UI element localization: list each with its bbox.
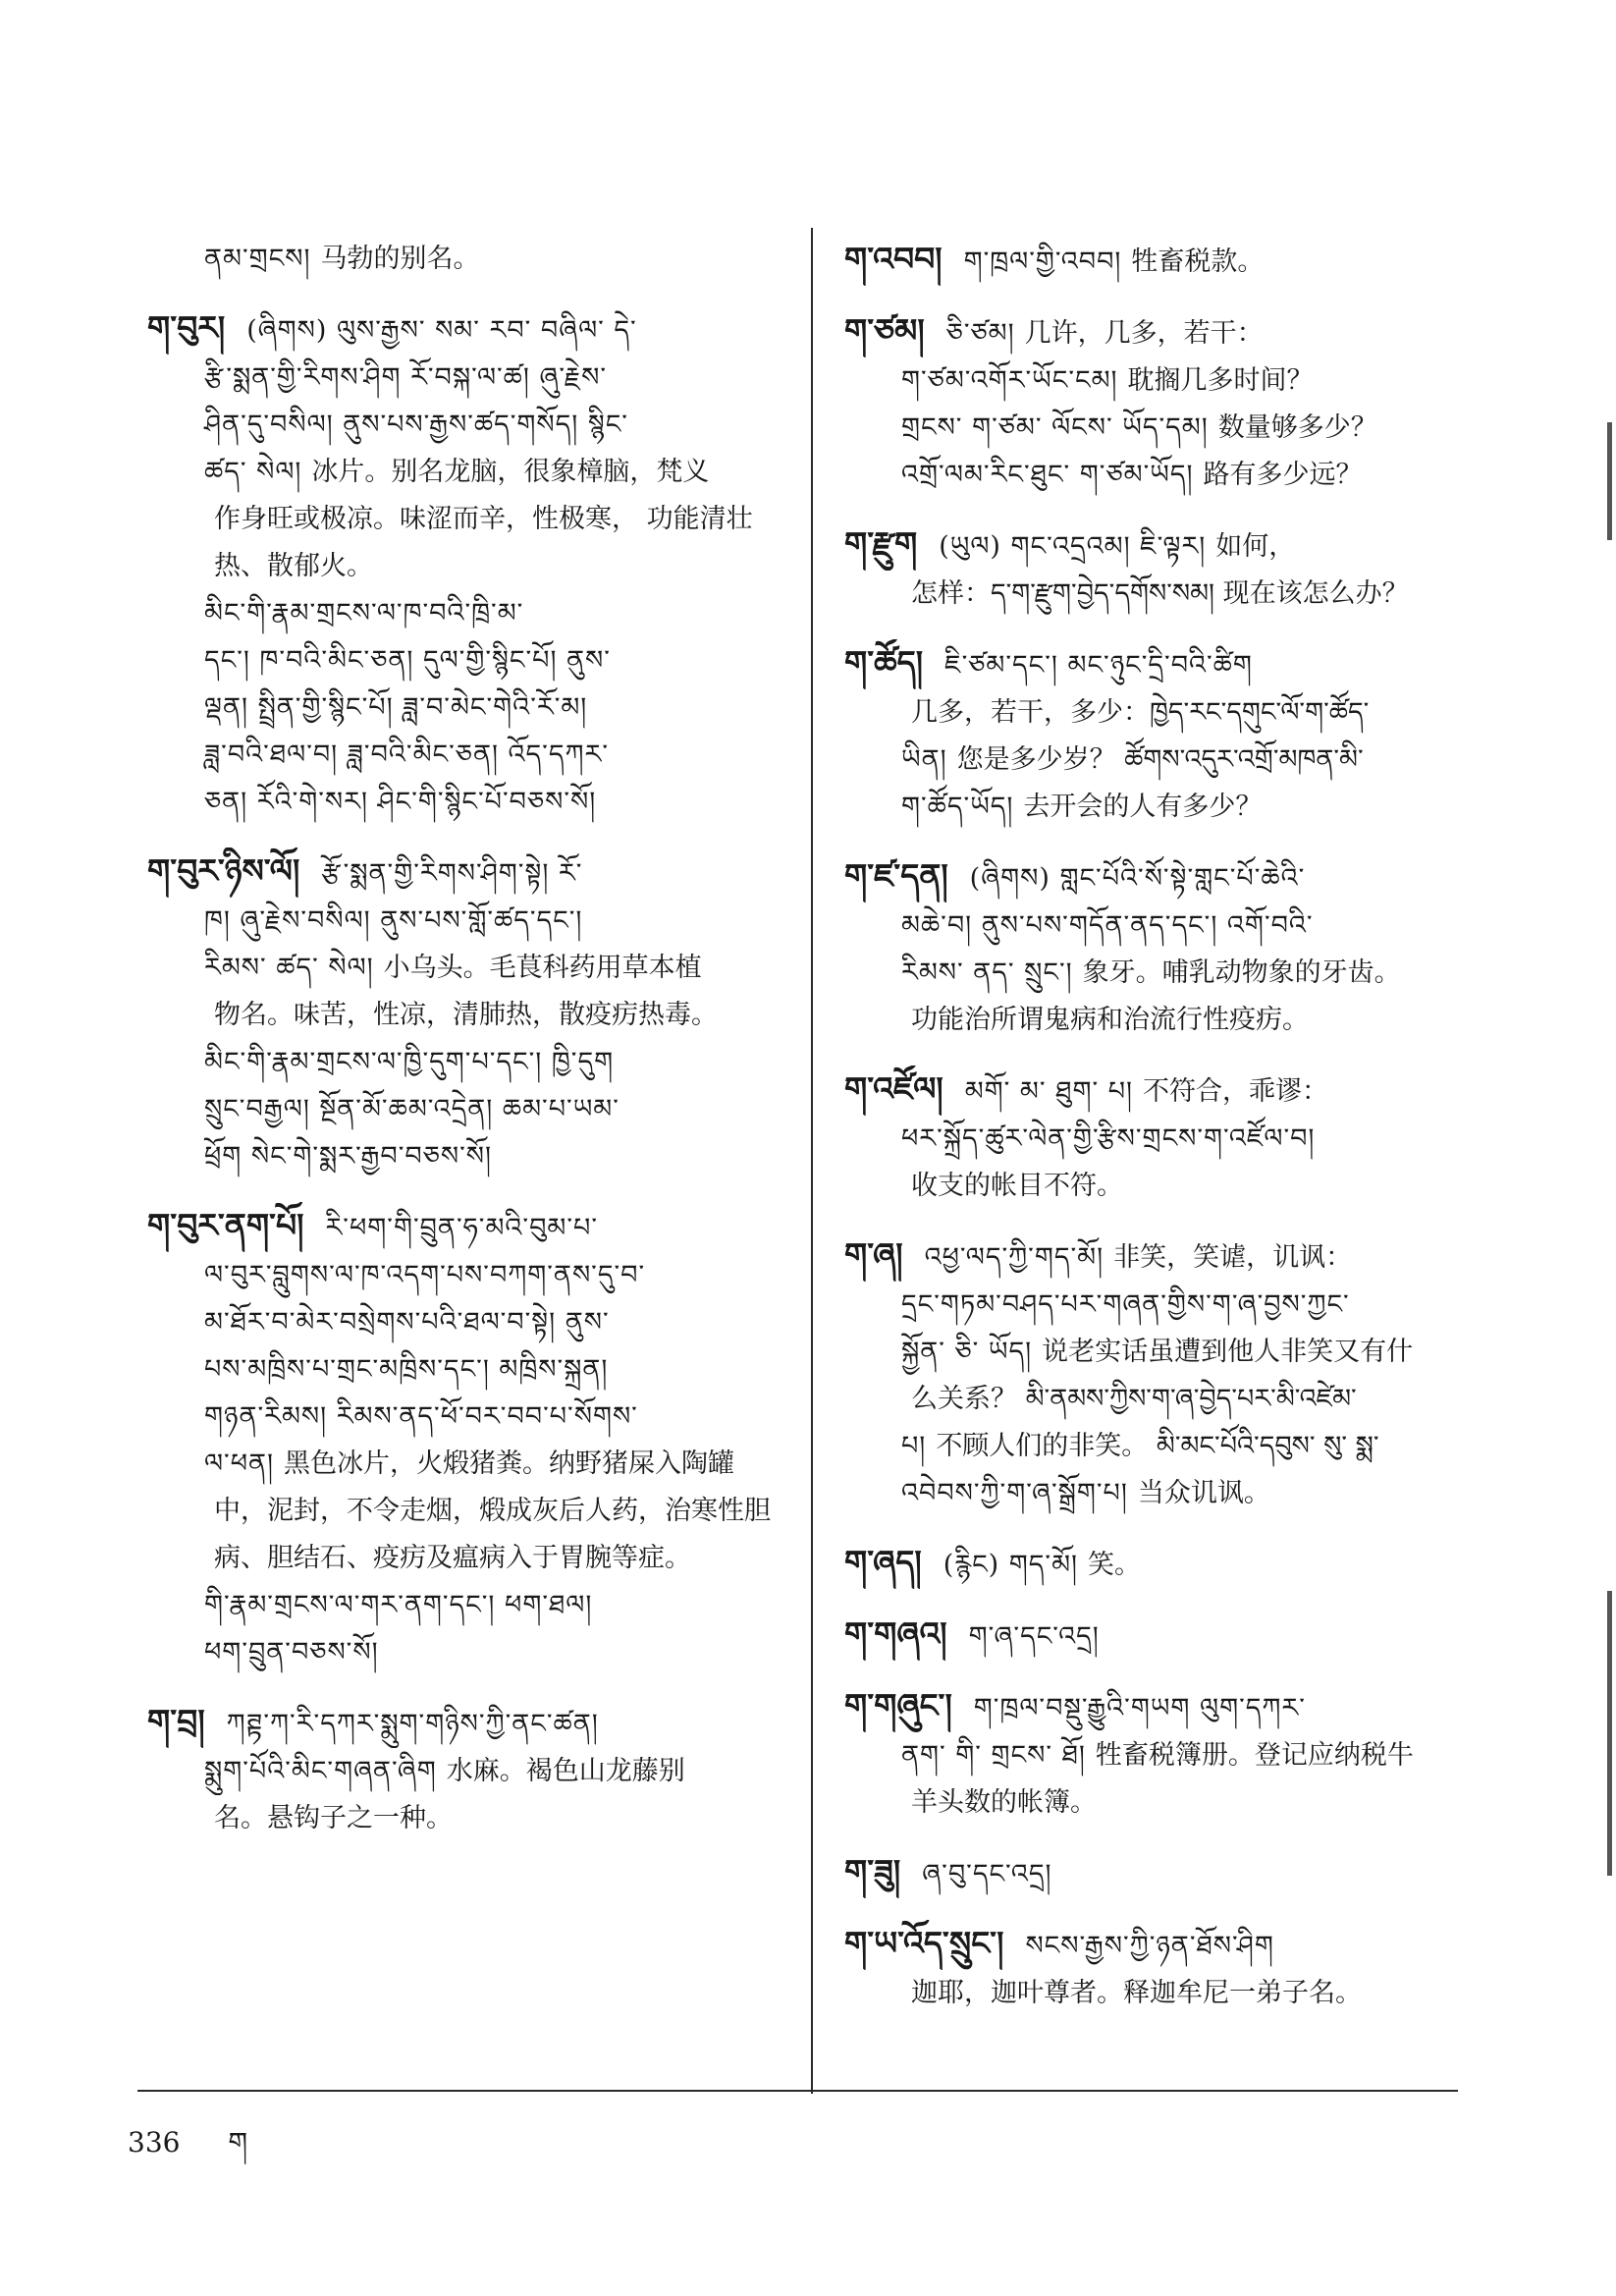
chinese-definition: 耽搁几多时间？ — [1127, 365, 1314, 396]
entry-line — [844, 639, 1473, 689]
headword: ག་འཛོལ། — [844, 1069, 943, 1108]
tibetan-text: འབེབས་ཀྱི་ག་ཞ་སྒྲོག་པ། — [901, 1478, 1128, 1508]
headword: ག་ཛ་དན། — [844, 856, 948, 895]
dictionary-entry — [844, 1611, 1473, 1661]
chinese-definition: 非笑，笑谑，讥讽： — [1113, 1242, 1353, 1273]
entry-line — [147, 1394, 795, 1441]
entry-line — [147, 779, 795, 826]
tibetan-text: (ཞིགས) ལུས་རྒྱས་ སམ་ རབ་ བཞིལ་ དེ་ — [246, 315, 637, 346]
tibetan-text: ཀཊྟ་ཀ་རི་དཀར་སྨུག་གཉིས་ཀྱི་ནང་ཚན། — [226, 1709, 599, 1739]
chinese-definition: 怎样：ད་ག་རྫུག་བྱེད་དགོས་སམ། 现在该怎么办？ — [911, 578, 1409, 609]
entry-line — [844, 902, 1473, 950]
entry-line — [844, 784, 1473, 831]
chinese-definition: 功能治所谓鬼病和治流行性疫疠。 — [911, 1005, 1309, 1035]
chinese-definition: 收支的帐目不符。 — [911, 1171, 1123, 1201]
right-column — [844, 236, 1473, 2031]
dictionary-entry — [844, 639, 1473, 831]
chinese-definition: 迦耶，迦叶尊者。释迦牟尼一弟子名。 — [911, 1978, 1362, 2008]
chinese-definition: 不符合，乖谬： — [1143, 1076, 1329, 1107]
entry-line — [147, 543, 795, 590]
tibetan-text: ལྡན། སྤྲིན་གྱི་སྙིང་པོ། ཟླ་བ་མེང་གེའི་རོ་མ། — [204, 692, 588, 723]
chinese-definition: 数量够多少？ — [1217, 412, 1377, 443]
chinese-definition: 几多，若干，多少：ཁྱེད་རང་དགུང་ལོ་ག་ཚོད་ — [911, 697, 1370, 728]
entry-line — [844, 1682, 1473, 1732]
tibetan-text: གི་རྣམ་གྲངས་ལ་གར་ནག་དང་། ཕག་ཐལ། — [204, 1590, 593, 1620]
chinese-definition: 马勃的别名。 — [320, 244, 480, 274]
tibetan-text: (རྙིང) གད་མོ། — [943, 1550, 1079, 1580]
entry-line — [844, 1732, 1473, 1779]
edge-mark — [1607, 422, 1612, 540]
tibetan-text: ལ་ཕན། — [204, 1449, 275, 1479]
dictionary-entry — [844, 1920, 1473, 2017]
dictionary-entry — [147, 304, 795, 826]
entry-line — [844, 950, 1473, 997]
entry-line — [147, 637, 795, 684]
tibetan-text: ཡིན། — [901, 744, 947, 775]
chinese-definition: 象牙。哺乳动物象的牙齿。 — [1082, 957, 1401, 988]
entry-line — [844, 1423, 1473, 1470]
chinese-definition: 不顾人们的非笑。 མི་མང་པོའི་དབུས་ སུ་ སྨ་ — [936, 1431, 1379, 1461]
entry-line — [844, 1848, 1473, 1898]
entry-line — [844, 1970, 1473, 2017]
dictionary-entry — [844, 1848, 1473, 1898]
entry-line — [844, 1470, 1473, 1517]
entry-line — [147, 1748, 795, 1795]
tibetan-text: ཞ་བུ་དང་འདྲ། — [922, 1859, 1052, 1889]
tibetan-text: དྲང་གཏམ་བཤད་པར་གཞན་གྱིས་ག་ཞ་བྱས་ཀྱང་ — [901, 1289, 1350, 1320]
tibetan-text: སངས་རྒྱས་ཀྱི་ཉན་ཐོས་ཤིག — [1025, 1931, 1274, 1961]
tibetan-text: གཉན་རིམས། རིམས་ནད་ཕོ་བར་བབ་པ་སོགས་ — [204, 1401, 638, 1432]
entry-line — [147, 1086, 795, 1133]
tibetan-text: འགྲོ་ལམ་རིང་ཐུང་ ག་ཙམ་ཡོད། — [901, 460, 1194, 490]
entry-line — [147, 1346, 795, 1394]
entry-line — [147, 847, 795, 898]
tibetan-text: རི་ཕག་གི་བྲུན་ཧ་མའི་བུམ་པ་ — [325, 1213, 598, 1243]
chinese-definition: 说老实话虽遭到他人非笑又有什 — [1042, 1337, 1414, 1367]
entry-line — [844, 1163, 1473, 1210]
entry-line — [844, 689, 1473, 737]
tibetan-text: ཅི་ཙམ། — [945, 318, 1015, 349]
page-number: 336 — [128, 2126, 181, 2159]
entry-line — [147, 1299, 795, 1346]
tibetan-text: ཕག་བྲུན་བཅས་སོ། — [204, 1637, 379, 1667]
tibetan-text: ག་ཙམ་འགོར་ཡོང་ངམ། — [901, 365, 1118, 396]
chinese-definition: 病、胆结石、疫疠及瘟病入于胃腕等症。 — [214, 1543, 691, 1573]
chinese-definition: 黑色冰片，火煅猪粪。纳野猪屎入陶罐 — [284, 1449, 735, 1479]
chinese-definition: 名。悬钩子之一种。 — [214, 1803, 453, 1833]
tibetan-text: མ་ཐོར་བ་མེར་བསྲེགས་པའི་ཐལ་བ་སྟེ། ནུས་ — [204, 1307, 610, 1338]
headword: ག་འབབ། — [844, 240, 943, 278]
tibetan-text: ཁ། ཞུ་རྗེས་བསིལ། ནུས་པས་གློ་ཚད་དང་། — [204, 905, 583, 936]
tibetan-text: ཚད་ སེལ། — [204, 457, 302, 487]
entry-line — [147, 945, 795, 992]
chinese-definition: 当众讥讽。 — [1137, 1478, 1270, 1508]
entry-line — [147, 1629, 795, 1676]
dictionary-entry — [844, 1231, 1473, 1517]
tibetan-text: ཕྲོག སེང་གེ་སྨར་རྒྱབ་བཅས་སོ། — [204, 1141, 492, 1172]
chinese-definition: 小乌头。毛茛科药用草本植 — [383, 953, 702, 983]
left-column — [147, 236, 795, 2031]
chinese-definition: 作身旺或极凉。味涩而辛，性极寒， 功能清壮 — [214, 504, 753, 534]
tibetan-text: ནམ་གྲངས། — [204, 244, 311, 274]
entry-line — [844, 1282, 1473, 1329]
chinese-definition: 去开会的人有多少？ — [1023, 792, 1263, 822]
entry-line — [844, 571, 1473, 618]
entry-line — [844, 1779, 1473, 1827]
entry-line — [147, 236, 795, 283]
footer-rule — [137, 2090, 1458, 2092]
entry-line — [147, 1488, 795, 1535]
tibetan-text: དང་། ཁ་བའི་མིང་ཅན། དུལ་གྱི་སྙིང་པོ། ནུས་ — [204, 645, 611, 676]
page-footer — [128, 2111, 287, 2189]
dictionary-entry — [844, 520, 1473, 618]
headword: ག་ཡ་འོད་སྲུང་། — [844, 1924, 1004, 1962]
chinese-definition: 笑。 — [1088, 1550, 1142, 1580]
tibetan-text: ག་ཞ་དང་འདྲ། — [968, 1621, 1100, 1652]
tibetan-text: པ། — [901, 1431, 927, 1461]
tibetan-text: རྩི་སྨན་གྱི་རིགས་ཤིག རོ་བསྐ་ལ་ཚ། ཞུ་རྗེས་ — [204, 362, 608, 393]
entry-line — [844, 1231, 1473, 1282]
chinese-definition: 如何， — [1215, 531, 1296, 562]
entry-line — [147, 449, 795, 496]
tibetan-text: རིམས་ ཚད་ སེལ། — [204, 953, 374, 983]
chinese-definition: 物名。味苦，性凉，清肺热，散疫疠热毒。 — [214, 1000, 718, 1030]
dictionary-entry — [844, 307, 1473, 499]
chinese-definition: 中，泥封，不令走烟，煅成灰后人药，治寒性胆 — [214, 1496, 771, 1526]
entry-line — [147, 1133, 795, 1180]
chinese-definition: 几许，几多，若干： — [1024, 318, 1264, 349]
dictionary-entry — [844, 236, 1473, 286]
headword: ག་ཞད། — [844, 1543, 922, 1581]
entry-line — [844, 520, 1473, 571]
chinese-definition: 羊头数的帐簿。 — [911, 1787, 1097, 1818]
entry-line — [844, 405, 1473, 452]
entry-line — [147, 304, 795, 355]
entry-line — [844, 1611, 1473, 1661]
tibetan-text: སྨུག་པོའི་མིང་གཞན་ཞིག — [204, 1756, 437, 1786]
edge-mark — [1607, 1591, 1612, 1876]
entry-line — [844, 236, 1473, 286]
headword: ག་བུར་ཉིས་ལོ། — [147, 851, 300, 890]
tibetan-text: ག་ཁྲལ་བསྡུ་རྒྱུའི་གཡག ལུག་དཀར་ — [973, 1693, 1306, 1723]
tibetan-text: (ཞིགས) གླང་པོའི་སོ་སྟེ་གླང་པོ་ཆེའི་ — [969, 863, 1306, 894]
tibetan-text: འཕྱ་ལད་ཀྱི་གད་མོ། — [924, 1242, 1104, 1273]
headword: ག་བུར། — [147, 308, 226, 347]
entry-line — [147, 1698, 795, 1748]
entry-line — [147, 402, 795, 449]
entry-line — [147, 992, 795, 1039]
entry-line — [147, 1039, 795, 1086]
dictionary-entry — [844, 1682, 1473, 1827]
entry-line — [147, 1582, 795, 1629]
entry-line — [147, 1202, 795, 1252]
entry-line — [844, 452, 1473, 499]
column-divider — [811, 228, 813, 2094]
chinese-definition: 您是多少岁？ ཚོགས་འདུར་འགྲོ་མཁན་མི་ — [956, 744, 1364, 775]
entry-line — [844, 357, 1473, 405]
dictionary-entry — [844, 1066, 1473, 1210]
entry-line — [844, 1376, 1473, 1423]
tibetan-text: པས་མཁྲིས་པ་གྲང་མཁྲིས་དང་། མཁྲིས་སྐྲན། — [204, 1354, 609, 1385]
tibetan-text: ཇི་ཙམ་དང་། མང་ཉུང་དྲི་བའི་ཚིག — [944, 650, 1253, 681]
entry-line — [147, 684, 795, 732]
dictionary-entry — [147, 847, 795, 1180]
tibetan-text: མགོ་ མ་ ཐུག་ པ། — [964, 1076, 1134, 1107]
headword: ག་རྫུག — [844, 524, 918, 563]
dictionary-entry — [844, 852, 1473, 1044]
headword: ག་ཙམ། — [844, 311, 925, 350]
tibetan-text: ནག་ གི་ གྲངས་ ཐོ། — [901, 1740, 1086, 1771]
tibetan-text: ག་ཚོད་ཡོད། — [901, 792, 1014, 822]
tibetan-text: ཅན། རོའི་གེ་སར། ཤིང་གི་སྙིང་པོ་བཅས་སོ། — [204, 787, 597, 817]
chinese-definition: 牲畜税簿册。登记应纳税牛 — [1095, 1740, 1414, 1771]
headword: ག་ཞ། — [844, 1235, 903, 1274]
tibetan-text: ལ་བུར་བླུགས་ལ་ཁ་འདག་པས་བཀག་ནས་དུ་བ་ — [204, 1260, 646, 1290]
entry-line — [844, 307, 1473, 357]
tibetan-text: གྲངས་ ག་ཙམ་ ལོངས་ ཡོད་དམ། — [901, 412, 1209, 443]
chinese-definition: 热、散郁火。 — [214, 551, 373, 581]
headword: ག་ཚོད། — [844, 643, 924, 682]
entry-line — [147, 1252, 795, 1299]
page-letter: ག — [228, 2126, 248, 2159]
tibetan-text: ཟླ་བའི་ཐལ་བ། ཟླ་བའི་མིང་ཅན། འོད་དཀར་ — [204, 739, 609, 770]
chinese-definition: 么关系？ མི་ནམས་ཀྱིས་ག་ཞ་བྱེད་པར་མི་འཛེམ་ — [911, 1384, 1357, 1414]
tibetan-text: མཆེ་བ། ནུས་པས་གདོན་ནད་དང་། འགོ་བའི་ — [901, 910, 1314, 941]
chinese-definition: 冰片。别名龙脑，很象樟脑，梵义 — [311, 457, 710, 487]
tibetan-text: རིམས་ ནད་ སྲུང་། — [901, 957, 1073, 988]
entry-line — [147, 1441, 795, 1488]
tibetan-text: ཕར་སྐྲོད་ཚུར་ལེན་གྱི་རྩིས་གྲངས་ག་འཛོལ་བ། — [901, 1123, 1316, 1154]
entry-line — [844, 1329, 1473, 1376]
chinese-definition: 水麻。褐色山龙藤别 — [446, 1756, 685, 1786]
entry-line — [844, 1116, 1473, 1163]
entry-line — [147, 355, 795, 402]
dictionary-entry — [844, 1539, 1473, 1589]
entry-line — [844, 997, 1473, 1044]
dictionary-entry — [147, 236, 795, 283]
entry-line — [147, 1795, 795, 1842]
entry-line — [844, 852, 1473, 902]
chinese-definition: 路有多少远？ — [1203, 460, 1363, 490]
entry-line — [147, 732, 795, 779]
tibetan-text: རྩོ་སྨན་གྱི་རིགས་ཤིག་སྟེ། རོ་ — [321, 858, 583, 889]
tibetan-text: སྐྱོན་ ཅི་ ཡོད། — [901, 1337, 1033, 1367]
tibetan-text: ག་ཁྲལ་གྱི་འབབ། — [963, 246, 1122, 277]
tibetan-text: སྲུང་བརྒྱལ། སྔོན་མོ་ཆམ་འདྲེན། ཆམ་པ་ཡམ་ — [204, 1094, 619, 1124]
tibetan-text: (ཡུལ) གང་འདྲའམ། ཇི་ལྟར། — [939, 531, 1207, 562]
entry-line — [844, 1539, 1473, 1589]
headword: ག་གཞའ། — [844, 1614, 947, 1653]
headword: ག་བྲ། — [147, 1702, 205, 1740]
dictionary-entry — [147, 1698, 795, 1842]
tibetan-text: ཤིན་དུ་བསིལ། ནུས་པས་རྒྱས་ཚད་གསོད། སྙིང་ — [204, 410, 628, 440]
entry-line — [844, 1920, 1473, 1970]
headword: ག་གཞུང་། — [844, 1686, 952, 1724]
headword: ག་ཟུ། — [844, 1852, 901, 1890]
entry-line — [844, 1066, 1473, 1116]
entry-line — [147, 898, 795, 945]
entry-line — [844, 737, 1473, 784]
headword: ག་བུར་ནག་པོ། — [147, 1206, 304, 1244]
dictionary-entry — [147, 1202, 795, 1676]
tibetan-text: མིང་གི་རྣམ་གྲངས་ལ་ཁ་བའི་ཁྲི་མ་ — [204, 598, 524, 629]
entry-line — [147, 496, 795, 543]
entry-line — [147, 1535, 795, 1582]
chinese-definition: 牲畜税款。 — [1131, 246, 1265, 277]
entry-line — [147, 590, 795, 637]
tibetan-text: མིང་གི་རྣམ་གྲངས་ལ་ཁྱི་དུག་པ་དང་། ཁྱི་དུག — [204, 1047, 615, 1077]
